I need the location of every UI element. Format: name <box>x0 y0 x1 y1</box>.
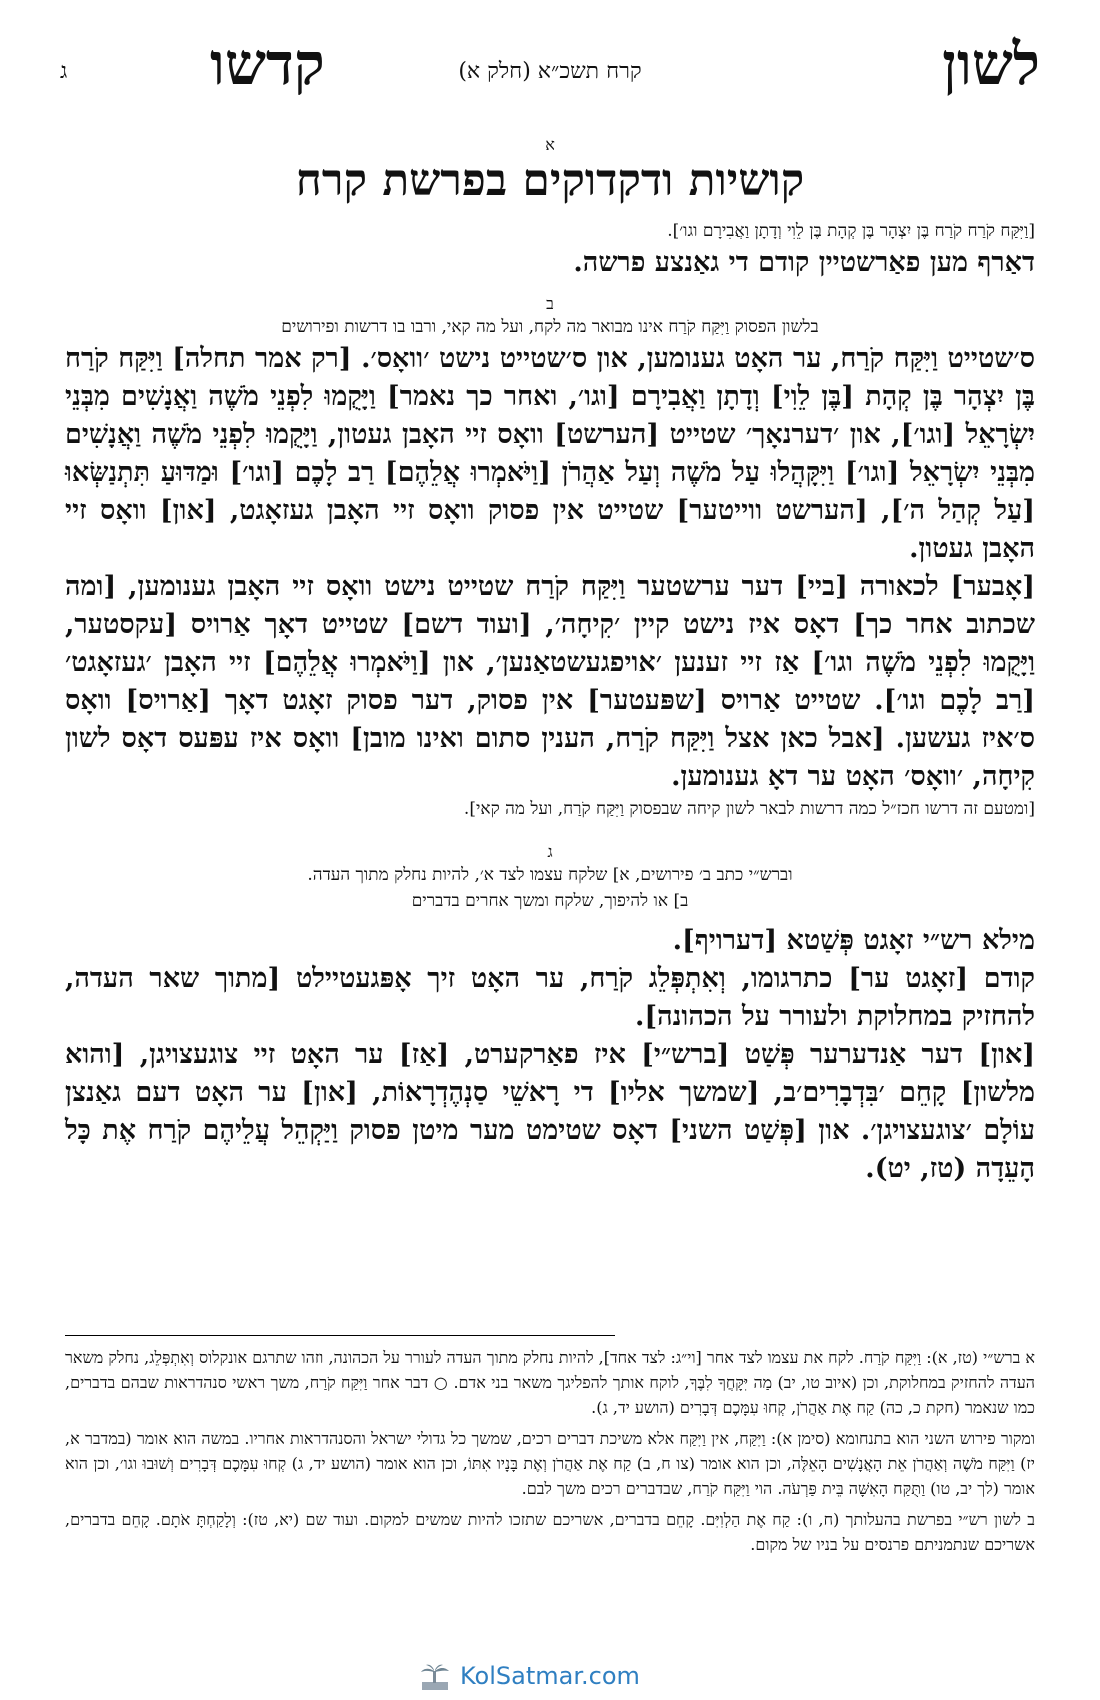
page-header <box>60 30 1040 110</box>
section-marker-b: ב <box>546 294 554 313</box>
page-title: קושיות ודקדוקים בפרשת קרח <box>295 155 805 206</box>
palm-tree-icon <box>418 1662 452 1692</box>
section-b-note: [ומטעם זה דרשו חכז״ל כמה דרשות לבאר לשון קיחה שבפסוק וַיִּקַּח קֹרַח, ועל מה קאי]. <box>463 799 1035 819</box>
kolsatmar-logo <box>418 1662 708 1692</box>
watermark-text: KolSatmar.com <box>460 1662 640 1690</box>
footnote-divider <box>65 1335 615 1336</box>
footnote-a: א ברש״י (טז, א): וַיִּקַּח קֹרַח. לקח את עצמו לצד אחר [וי״ג: לצד אחד], להיות נחלק מתוך העדה לעורר על הכהונה, וזהו שתרגם אונקלוס וְאִתְפְּלֵג, נחלק משאר העדה להחזיק במחלוקת, וכן (איוב טו, יב) מַה יִּקָּחֲךָ לִבֶּךָ, לוקח אותך להפליגך משאר בני אדם. ○ דבר אחר וַיִּקַּח קֹרַח, משך ראשי סנהדראות שבהם בדברים, כמו שנאמר (חקת כ, כה) קַח אֶת אַהֲרֹן, קְחוּ עִמָּכֶם דְּבָרִים (הושע יד, ג). <box>65 1348 1035 1417</box>
header-title-left: קדשו <box>210 30 325 98</box>
section-marker-a: א <box>545 135 555 154</box>
section-a-line: דאַרף מען פאַרשטיין קודם די גאַנצע פרשה. <box>573 247 1035 278</box>
section-c-intro-2: ב] או להיפוך, שלקח ומשך אחרים בדברים <box>411 891 689 911</box>
verse-quote: [וַיִּקַּח קֹרַח קֹרַח בֶּן יִצְהָר בֶּן קְהָת בֶּן לֵוִי וְדָתָן וַאֲבִירָם וגו׳]. <box>667 221 1035 241</box>
section-b-intro: בלשון הפסוק וַיִּקַּח קֹרַח אינו מבואר מה לקח, ועל מה קאי, ורבו בו דרשות ופירושים <box>281 317 819 337</box>
page-number: ג <box>60 59 68 84</box>
footnote-a-continued: ומקור פירוש השני הוא בתנחומא (סימן א): וַיִּקַּח, אין וַיִּקַּח אלא משיכת דברים רכים, שמשך כל גדולי ישראל והסנהדראות אחריו. במשה הוא אומר (במדבר א, יז) וַיִּקַּח מֹשֶׁה וְאַהֲרֹן אֵת הָאֲנָשִׁים הָאֵלֶּה, וכן הוא אומר (צו ח, ב) קַח אֶת אַהֲרֹן וְאֶת בָּנָיו אִתּוֹ, וכן הוא אומר (הושע יד, ג) קְחוּ עִמָּכֶם דְּבָרִים וְשׁוּבוּ וגו׳, וכן הוא אומר (לך יב, טו) וַתֻּקַּח הָאִשָּׁה בֵּית פַּרְעֹה. הוי וַיִּקַּח קֹרַח, שבדברים רכים משך לבם. <box>65 1429 1035 1498</box>
main-text <box>65 135 1035 1188</box>
section-b-paragraph-2: [אָבער] לכאורה [ביי] דער ערשטער וַיִּקַּח קֹרַח שטייט נישט וואָס זיי האָבן גענומען, [ומה שכתוב אחר כך] דאָס איז נישט קיין ׳קִיחָה׳, [ועוד דשם] שטייט דאָך אַרויס [עקסטער, וַיָּקֻמוּ לִפְנֵי מֹשֶׁה וגו׳] אַז זיי זענען ׳אויפגעשטאַנען׳, און [וַיֹּאמְרוּ אֲלֵהֶם] זיי האָבן ׳געזאָגט׳ [רַב לָכֶם וגו׳]. שטייט אַרויס [שפּעטער] אין פסוק, דער פסוק זאָגט דאָך [אַרויס] וואָס ס׳איז געשען. [אבל כאן אצל וַיִּקַּח קֹרַח, הענין סתום ואינו מובן] וואָס איז עפּעס דאָס לשון קִיחָה, ׳וואָס׳ האָט ער דאָ גענומען. <box>65 571 1035 792</box>
section-b-paragraph-1: ס׳שטייט וַיִּקַּח קֹרַח, ער האָט גענומען, און ס׳שטייט נישט ׳וואָס׳. [רק אמר תחלה] וַיִּקַּח קֹרַח בֶּן יִצְהָר בֶּן קְהָת [בֶּן לֵוִי] וְדָתָן וַאֲבִירָם [וגו׳, ואחר כך נאמר] וַיָּקֻמוּ לִפְנֵי מֹשֶׁה וַאֲנָשִׁים מִבְּנֵי יִשְׂרָאֵל [וגו׳], און ׳דערנאָך׳ שטייט [הערשט] וואָס זיי האָבן געטון, וַיָּקֻמוּ לִפְנֵי מֹשֶׁה וַאֲנָשִׁים מִבְּנֵי יִשְׂרָאֵל [וגו׳] וַיִּקָּהֲלוּ עַל מֹשֶׁה וְעַל אַהֲרֹן [וַיֹּאמְרוּ אֲלֵהֶם] רַב לָכֶם [וגו׳] וּמַדּוּעַ תִּתְנַשְּׂאוּ [עַל קְהַל ה׳], [הערשט ווייטער] שטייט אין פסוק וואָס זיי האָבן געזאָגט, [און] וואָס זיי האָבן געטון. <box>65 343 1035 564</box>
section-c-line: מילא רש״י זאָגט פְּשַׁטא [דערויף]. <box>672 925 1035 956</box>
section-c-intro-1: וברש״י כתב ב׳ פירושים, א] שלקח עצמו לצד א׳, להיות נחלק מתוך העדה. <box>307 865 793 885</box>
footnotes <box>65 1345 1035 1563</box>
header-title-right: לשון <box>942 30 1040 98</box>
section-marker-c: ג <box>547 842 553 861</box>
section-c-paragraph-2: [און] דער אַנדערער פְּשַׁט [ברש״י] איז פאַרקערט, [אַז] ער האָט זיי צוגעצויגן, [והוא מלשון] קָחֵם ׳בִּדְבָרִים׳ב, [שמשך אליו] די רָאשֵׁי סַנְהֶדְרָאוֹת, [און] ער האָט דעם גאַנצן עוֹלָם ׳צוגעצויגן׳. און [פְּשַׁט השני] דאָס שטימט מער מיטן פסוק וַיַּקְהֵל עֲלֵיהֶם קֹרַח אֶת כָּל הָעֵדָה (טז, יט). <box>65 1039 1035 1184</box>
footnote-b: ב לשון רש״י בפרשת בהעלותך (ח, ו): קַח אֶת הַלְוִיִּם. קָחֵם בדברים, אשריכם שתזכו להיות שמשים למקום. ועוד שם (יא, טז): וְלָקַחְתָּ אֹתָם. קָחֵם בדברים, אשריכם שנתמניתם פרנסים על בניו של מקום. <box>65 1510 1035 1554</box>
section-c-paragraph-1: קודם [זאָגט ער] כתרגומו, וְאִתְפְּלֵג קֹרַח, ער האָט זיך אָפּגעטיילט [מתוך שאר העדה, להחזיק במחלוקת ולעורר על הכהונה]. <box>65 963 1035 1032</box>
header-parsha-label: קרח תשכ״א (חלק א) <box>458 59 642 84</box>
